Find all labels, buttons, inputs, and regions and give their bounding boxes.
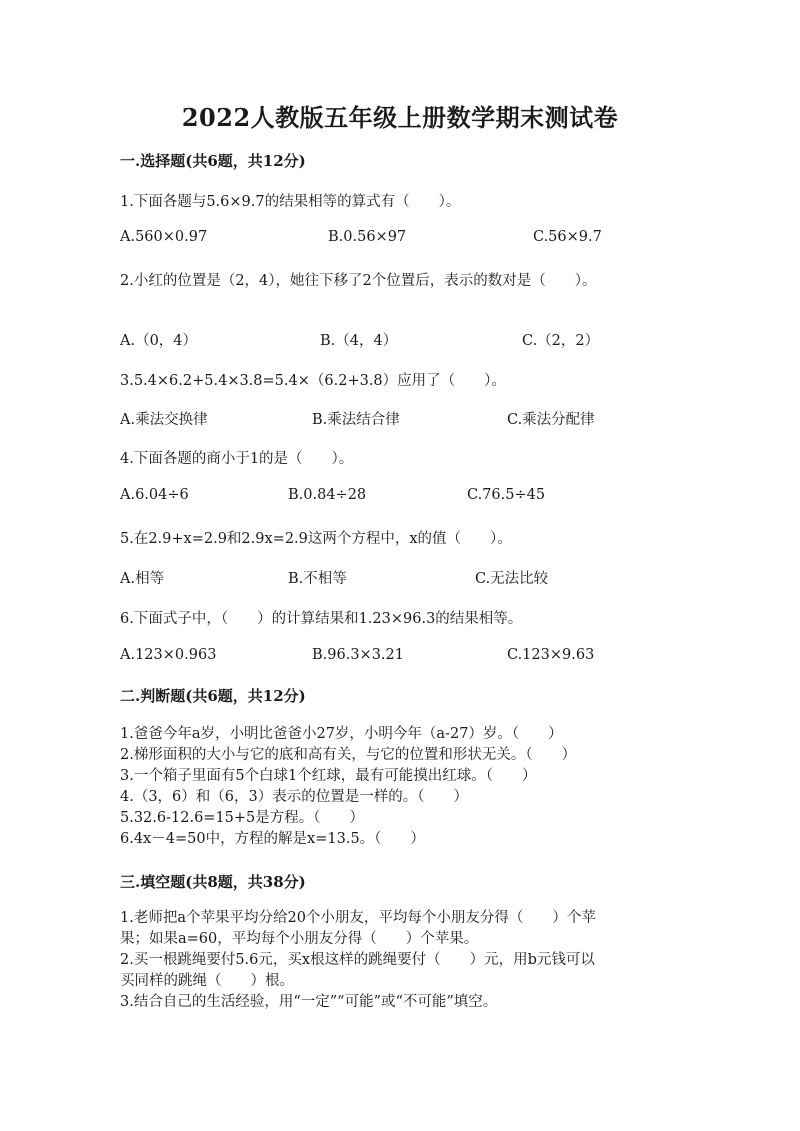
section-heading-choice: 一.选择题(共6题，共12分) xyxy=(120,152,306,170)
page-title: 2022人教版五年级上册数学期末测试卷 xyxy=(181,103,619,132)
option-4a: A.6.04÷6 xyxy=(120,487,189,503)
fill-line-4: 买同样的跳绳（ ）根。 xyxy=(120,973,294,989)
section-heading-fill-blank: 三.填空题(共8题，共38分) xyxy=(120,873,306,891)
fill-line-3: 2.买一根跳绳要付5.6元，买x根这样的跳绳要付（ ）元，用b元钱可以 xyxy=(120,952,595,968)
question-6: 6.下面式子中，（ ）的计算结果和1.23×96.3的结果相等。 xyxy=(120,611,523,627)
option-3c: C.乘法分配律 xyxy=(507,412,595,428)
option-6c: C.123×9.63 xyxy=(507,647,595,663)
judge-item-4: 4.（3，6）和（6，3）表示的位置是一样的。（ ） xyxy=(120,789,468,805)
question-5: 5.在2.9+x=2.9和2.9x=2.9这两个方程中，x的值（ ）。 xyxy=(120,531,512,547)
option-6b: B.96.3×3.21 xyxy=(312,647,404,663)
judge-item-2: 2.梯形面积的大小与它的底和高有关，与它的位置和形状无关。（ ） xyxy=(120,747,577,763)
section-heading-true-false: 二.判断题(共6题，共12分) xyxy=(120,687,306,705)
judge-item-6: 6.4x－4=50中，方程的解是x=13.5。（ ） xyxy=(120,831,425,847)
option-1a: A.560×0.97 xyxy=(120,229,208,245)
option-5b: B.不相等 xyxy=(288,571,347,587)
question-2: 2.小红的位置是（2，4），她往下移了2个位置后，表示的数对是（ ）。 xyxy=(120,273,597,289)
fill-line-1: 1.老师把a个苹果平均分给20个小朋友，平均每个小朋友分得（ ）个苹 xyxy=(120,910,596,926)
fill-line-5: 3.结合自己的生活经验，用“一定”“可能”或“不可能”填空。 xyxy=(120,994,498,1010)
option-5c: C.无法比较 xyxy=(475,571,549,587)
option-2b: B.（4，4） xyxy=(320,333,398,349)
judge-item-1: 1.爸爸今年a岁，小明比爸爸小27岁，小明今年（a-27）岁。（ ） xyxy=(120,726,563,742)
option-6a: A.123×0.963 xyxy=(120,647,217,663)
question-4: 4.下面各题的商小于1的是（ ）。 xyxy=(120,451,354,467)
option-4b: B.0.84÷28 xyxy=(288,487,367,503)
question-3: 3.5.4×6.2+5.4×3.8=5.4×（6.2+3.8）应用了（ ）。 xyxy=(120,373,506,389)
option-3b: B.乘法结合律 xyxy=(312,412,400,428)
option-4c: C.76.5÷45 xyxy=(467,487,546,503)
option-1c: C.56×9.7 xyxy=(533,229,602,245)
option-1b: B.0.56×97 xyxy=(328,229,407,245)
fill-line-2: 果；如果a=60，平均每个小朋友分得（ ）个苹果。 xyxy=(120,931,479,947)
option-5a: A.相等 xyxy=(120,571,165,587)
option-2a: A.（0，4） xyxy=(120,333,198,349)
judge-item-5: 5.32.6-12.6=15+5是方程。（ ） xyxy=(120,810,365,826)
judge-item-3: 3.一个箱子里面有5个白球1个红球，最有可能摸出红球。（ ） xyxy=(120,768,537,784)
option-3a: A.乘法交换律 xyxy=(120,412,208,428)
question-1: 1.下面各题与5.6×9.7的结果相等的算式有（ ）。 xyxy=(120,194,461,210)
option-2c: C.（2，2） xyxy=(522,333,600,349)
